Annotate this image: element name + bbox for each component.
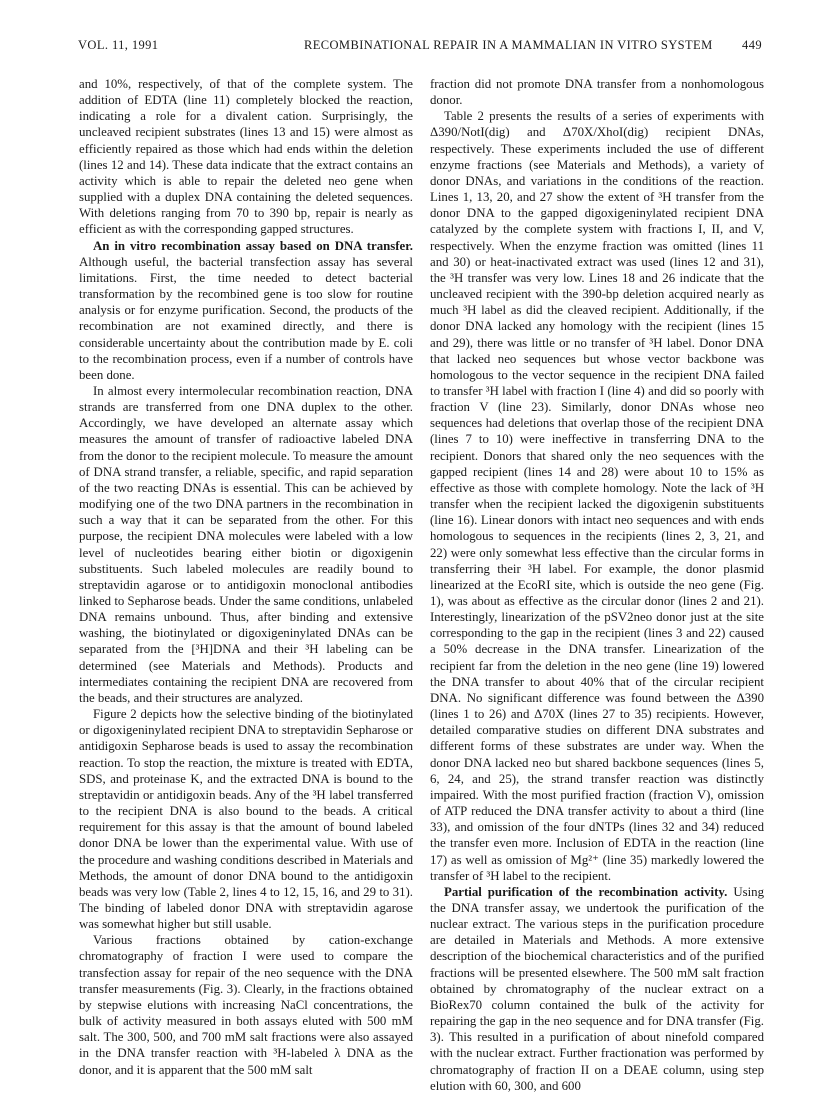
paragraph-text: Using the DNA transfer assay, we undertook the purification of the nuclear extract. The various steps in the purification procedure are detailed in Materials and Methods. A more extensive description of the biochemical characteristics and of the purified fractions will be presented elsewhere. The 500 mM salt fraction obtained by chromatography of the nuclear extract on a BioRex70 column contained the bulk of the activity for repairing the gap in the neo sequence and for DNA transfer (Fig. 3). This resulted in a purification of about ninefold compared with the nuclear extract. Further fractionation was performed by chromatography of fraction II on a DEAE column, using step elution with 60, 300, and 600 [430, 884, 764, 1093]
volume-label: VOL. 11, 1991 [78, 38, 159, 52]
running-title: RECOMBINATIONAL REPAIR IN A MAMMALIAN IN VITRO SYSTEM [304, 38, 713, 52]
section-heading: Partial purification of the recombination activity. [444, 884, 728, 899]
section-paragraph [79, 238, 413, 383]
paragraph: In almost every intermolecular recombination reaction, DNA strands are transferred from one DNA duplex to the other. Accordingly, we have developed an alternate assay which measures the amount of transfer of radioactive labeled DNA from the donor to the recipient molecule. To measure the amount of DNA strand transfer, a reliable, specific, and rapid separation of the two reacting DNAs is essential. This can be achieved by modifying one of the two DNA partners in the recombination in such a way that it can be separated from the other. For this purpose, the recipient DNA molecules were labeled with a low level of nucleotides bearing either biotin or digoxigenin substituents. Such labeled molecules are readily bound to streptavidin agarose or to antidigoxin monoclonal antibodies linked to Sepharose beads. Under the same conditions, unlabeled DNA remains unbound. Thus, after binding and extensive washing, the biotinylated or digoxigeninylated DNAs can be separated from the [³H]DNA and their ³H labeling can be determined (see Materials and Methods). Products and intermediates containing the recipient DNA are recovered from the beads, and their structures are analyzed. [79, 383, 413, 705]
running-header [78, 38, 762, 58]
left-column [79, 76, 413, 1078]
paragraph: Table 2 presents the results of a series of experiments with Δ390/NotI(dig) and Δ70X/XhoI(dig) recipient DNAs, respectively. These experiments included the use of different enzyme fractions (see Materials and Methods), a variety of donor DNAs, and variations in the conditions of the reaction. Lines 1, 13, 20, and 27 show the extent of ³H transfer from the donor DNA to the gapped digoxigeninylated recipient DNA catalyzed by the complete system with fractions I, II, and V, respectively. When the enzyme fraction was omitted (lines 11 and 30) or heat-inactivated extract was used (lines 12 and 31), the ³H transfer was very low. Lines 18 and 26 indicate that the uncleaved recipient with the 390-bp deletion acquired nearly as much ³H label as did the cleaved recipient. Additionally, if the donor DNA lacked any homology with the recipient (lines 15 and 29), there was little or no transfer of ³H label. Donor DNA that lacked neo sequences but whose vector backbone was homologous to the vector sequence in the recipient DNA failed to transfer ³H label with fraction I (line 4) and did so poorly with fraction V (line 23). Similarly, donor DNAs whose neo sequences had deletions that overlap those of the recipient DNA (lines 7 to 10) were ineffective in transferring DNA to the recipient. Donors that shared only the neo sequences with the gapped recipient (lines 14 and 28) were about 10 to 15% as effective as those with complete homology. Note the lack of ³H transfer when the recipient lacked the digoxigenin substituents (line 16). Linear donors with intact neo sequences and with ends homologous to sequences in the recipients (lines 2, 3, 21, and 22) were only somewhat less effective than the circular forms in transferring their ³H label. For example, the donor plasmid linearized at the EcoRI site, which is outside the neo gene (Fig. 1), was about as effective as the circular donor (lines 2 and 21). Interestingly, linearization of the pSV2neo donor just at the site corresponding to the gap in the recipient (lines 3 and 22) caused a 50% decrease in the DNA transfer. Linearization of the recipient far from the deletion in the neo gene (line 19) lowered the DNA transfer to about 40% that of the circular recipient DNA. No significant difference was found between the Δ390 (lines 1 to 26) and Δ70X (lines 27 to 35) recipients. However, detailed comparative studies on different DNA substrates and different forms of these substrates are under way. When the donor DNA lacked neo but shared backbone sequences (lines 5, 6, 24, and 25), the strand transfer reaction was distinctly impaired. With the most purified fraction (fraction V), omission of ATP reduced the DNA transfer activity to about a third (line 33), and omission of the four dNTPs (lines 32 and 34) reduced the transfer even more. Inclusion of EDTA in the reaction (line 17) as well as omission of Mg²⁺ (line 35) markedly lowered the transfer of ³H label to the recipient. [430, 109, 764, 883]
section-paragraph [430, 884, 764, 1094]
paragraph: and 10%, respectively, of that of the complete system. The addition of EDTA (line 11) completely blocked the reaction, indicating a role for a divalent cation. Surprisingly, the uncleaved recipient substrates (lines 13 and 15) were almost as efficiently repaired as those which had ends within the deletion (lines 12 and 14). These data indicate that the extract contains an activity which is able to repair the deleted neo gene when supplied with a duplex DNA containing the deleted sequences. With deletions ranging from 70 to 390 bp, repair is nearly as efficient as with the corresponding gapped structures. [79, 77, 413, 237]
paragraph-text: Although useful, the bacterial transfection assay has several limitations. First, the time needed to detect bacterial transformation by the recombined gene is too slow for routine analysis or for enzyme purification. Second, the products of the recombination are not examined directly, and there is considerable uncertainty about the contribution made by E. coli to the recombination process, even if a number of controls have been done. [79, 254, 413, 382]
page-number: 449 [742, 38, 762, 52]
section-heading: An in vitro recombination assay based on DNA transfer. [93, 238, 413, 253]
paragraph: fraction did not promote DNA transfer from a nonhomologous donor. [430, 77, 764, 108]
right-column [430, 76, 764, 1094]
paragraph: Figure 2 depicts how the selective binding of the biotinylated or digoxigeninylated recipient DNA to streptavidin Sepharose or antidigoxin Sepharose beads is used to assay the recombination reaction. To stop the reaction, the mixture is treated with EDTA, SDS, and proteinase K, and the extracted DNA is bound to the streptavidin or antidigoxin beads. Any of the ³H label transferred to the recipient DNA is also bound to the beads. A critical requirement for this assay is that the amount of bound labeled donor DNA be lower than the experimental value. With use of the procedure and washing conditions described in Materials and Methods, the amount of donor DNA bound to the antidigoxin beads was very low (Table 2, lines 4 to 12, 15, 16, and 29 to 31). The binding of labeled donor DNA with streptavidin agarose was somewhat higher but still usable. [79, 707, 413, 932]
paragraph: Various fractions obtained by cation-exchange chromatography of fraction I were used to compare the transfection assay for repair of the neo sequence with the DNA transfer measurements (Fig. 3). Clearly, in the fractions obtained by stepwise elutions with increasing NaCl concentrations, the bulk of activity measured in both assays eluted with 500 mM salt. The 300, 500, and 700 mM salt fractions were also assayed in the DNA transfer reaction with ³H-labeled λ DNA as the donor, and it is apparent that the 500 mM salt [79, 933, 413, 1077]
